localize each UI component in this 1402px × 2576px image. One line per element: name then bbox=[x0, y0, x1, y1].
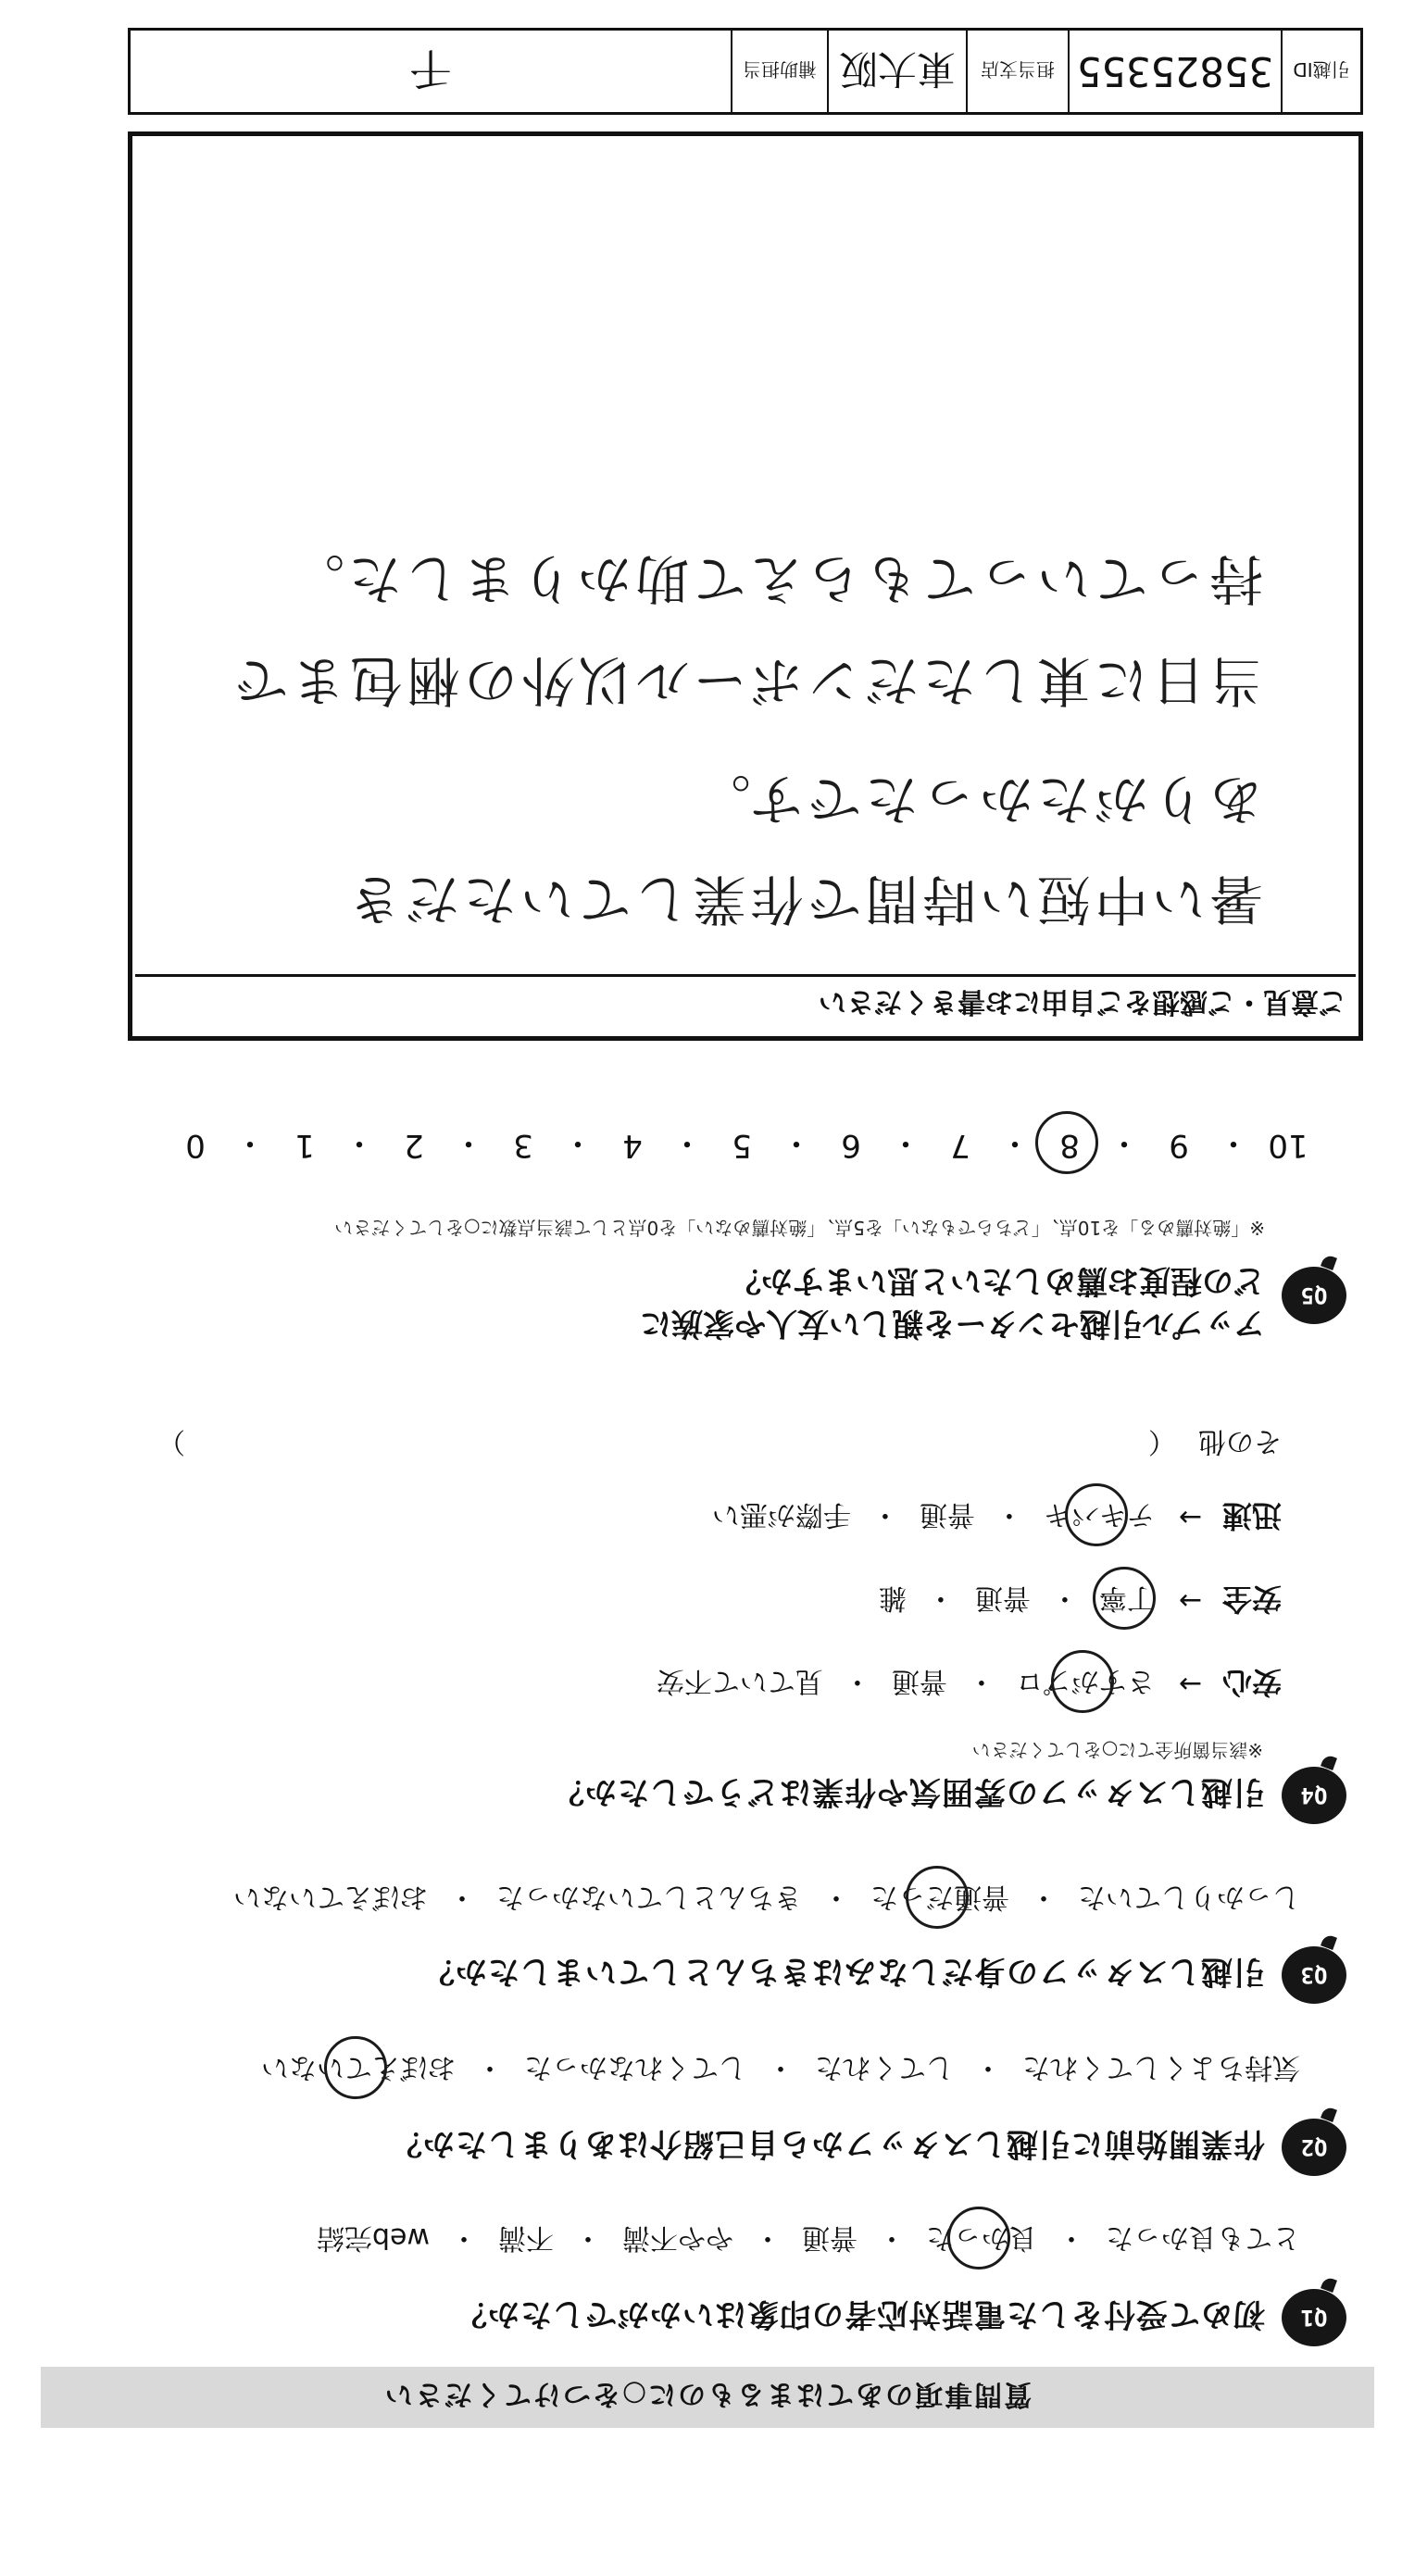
q4-note: ※該当箇所全てに○をしてください bbox=[971, 1739, 1263, 1761]
q2-question: 作業開始前に引越しスタッフから自己紹介はありましたか？ bbox=[390, 2125, 1265, 2163]
q4-other bbox=[78, 1424, 1282, 1465]
scale-option[interactable]: 9 bbox=[1169, 1127, 1189, 1165]
q3-header bbox=[422, 1946, 1346, 2004]
q3-badge-icon bbox=[1282, 1946, 1346, 2004]
id-value-cell bbox=[1068, 31, 1281, 112]
q1-option[interactable]: やや不満 bbox=[622, 2221, 733, 2254]
q5-badge-icon bbox=[1282, 1267, 1346, 1324]
q1-options: とても良かった ・ 良かった ・ 普通 ・ やや不満 ・ 不満 ・ web完結 bbox=[317, 2220, 1300, 2261]
q3-badge: Q3 bbox=[1300, 1962, 1328, 1988]
q1-badge: Q1 bbox=[1300, 2305, 1328, 2331]
q2-badge-icon bbox=[1282, 2119, 1346, 2176]
q1-badge-icon bbox=[1282, 2289, 1346, 2346]
branch-label-cell bbox=[966, 31, 1068, 112]
q4-row-anzen: 安全 → 丁寧 ・ 普通 ・ 雑 bbox=[879, 1580, 1282, 1622]
arrow-icon: → bbox=[1178, 1501, 1202, 1534]
q2-option[interactable]: してくれなかった bbox=[524, 2051, 746, 2083]
q4-option[interactable]: 手際が悪い bbox=[711, 1498, 851, 1531]
comment-heading: ご意見・ご感想をご自由にお書きください bbox=[819, 985, 1346, 1019]
id-label-cell bbox=[1281, 31, 1360, 112]
q4-option[interactable]: 雑 bbox=[878, 1582, 907, 1614]
q3-options: しっかりしていた ・ 普通だった ・ きちんとしていなかった ・ おぼえていない bbox=[233, 1880, 1300, 1920]
id-label: 引越ID bbox=[1293, 58, 1350, 81]
q5-question-line1: アップル引越センターを親しい友人や家族に bbox=[640, 1305, 1265, 1342]
q5-note: ※「絶対薦める」を10点、「どちらでもない」を5点、「絶対薦めない」を0点として該当点数に○をしてください bbox=[334, 1217, 1265, 1239]
q1-option[interactable]: 不満 bbox=[498, 2221, 554, 2254]
q3-question: 引越しスタッフの身だしなみはきちんとしていましたか？ bbox=[422, 1953, 1265, 1991]
q4-other-label: その他 bbox=[1198, 1425, 1282, 1457]
q4-question: 引越しスタッフの雰囲気や作業はどうでしたか？ bbox=[552, 1773, 1265, 1811]
q1-header bbox=[455, 2289, 1346, 2346]
arrow-icon: → bbox=[1178, 1668, 1202, 1701]
q4-option-selected[interactable]: テキパキ bbox=[1044, 1497, 1155, 1538]
q1-option[interactable]: とても良かった bbox=[1106, 2221, 1300, 2254]
arrow-icon: → bbox=[1178, 1584, 1202, 1618]
q3-option[interactable]: しっかりしていた bbox=[1078, 1881, 1300, 1913]
scale-option[interactable]: 2 bbox=[404, 1127, 424, 1165]
assist-label: 補助担当 bbox=[743, 58, 817, 81]
scale-option[interactable]: 4 bbox=[622, 1127, 643, 1165]
q5-badge: Q5 bbox=[1300, 1282, 1328, 1308]
q4-row-jinsoku: 迅速 → テキパキ ・ 普通 ・ 手際が悪い bbox=[712, 1496, 1282, 1539]
branch-value-cell bbox=[827, 31, 966, 112]
q4-option[interactable]: 見ていて不安 bbox=[656, 1665, 823, 1697]
instruction-banner bbox=[41, 2367, 1374, 2428]
comment-heading-row bbox=[135, 974, 1356, 1033]
comment-line: 当日に東しただンボール以外の梱包まで bbox=[231, 649, 1263, 712]
q4-row-label: 安心 bbox=[1221, 1665, 1282, 1700]
scale-option-selected[interactable]: 8 bbox=[1048, 1128, 1091, 1165]
q1-option[interactable]: web完結 bbox=[316, 2221, 430, 2254]
comment-line: 暑い中短い時間で作業していただき bbox=[344, 868, 1263, 931]
q4-header bbox=[552, 1767, 1346, 1824]
comment-line: 持っていってもらえて助かりました。 bbox=[286, 547, 1263, 610]
q5-question-line2: どの程度お薦めしたいと思いますか？ bbox=[730, 1262, 1265, 1299]
assist-value: 千 bbox=[409, 44, 452, 94]
q4-row-label: 迅速 bbox=[1221, 1498, 1282, 1533]
scale-option[interactable]: 10 bbox=[1268, 1127, 1308, 1165]
q1-question: 初めて受付をした電話対応者の印象はいかがでしたか？ bbox=[455, 2295, 1265, 2333]
comment-line: ありがたかったです。 bbox=[693, 768, 1263, 831]
q4-option-selected[interactable]: 丁寧 bbox=[1099, 1581, 1155, 1621]
assist-label-cell bbox=[731, 31, 827, 112]
q2-option[interactable]: してくれた bbox=[815, 2051, 954, 2083]
q3-option[interactable]: きちんとしていなかった bbox=[496, 1881, 802, 1913]
branch-value: 東大阪 bbox=[839, 46, 957, 92]
q5-scale: 10 ・ 9 ・ 8 ・ 7 ・ 6 ・ 5 ・ 4 ・ 3 ・ 2 ・ 1 ・ 0 bbox=[174, 1123, 1309, 1169]
scale-option[interactable]: 1 bbox=[294, 1127, 315, 1165]
scale-option[interactable]: 5 bbox=[732, 1127, 752, 1165]
q4-badge: Q4 bbox=[1300, 1782, 1328, 1808]
q4-option[interactable]: 普通 bbox=[974, 1582, 1031, 1614]
q2-options: 気持ちよくしてくれた ・ してくれた ・ してくれなかった ・ おぼえていない bbox=[261, 2050, 1300, 2091]
instruction-text: 質問事項のあてはまるものに○をつけてください bbox=[382, 2378, 1033, 2410]
q1-option-selected[interactable]: 良かった bbox=[926, 2220, 1037, 2261]
q4-other-close: ） bbox=[157, 1425, 185, 1457]
q4-option-selected[interactable]: さすがプロ bbox=[1016, 1664, 1155, 1705]
q5-header bbox=[640, 1259, 1346, 1344]
scale-option[interactable]: 6 bbox=[841, 1127, 861, 1165]
info-table bbox=[128, 28, 1363, 115]
q4-option[interactable]: 普通 bbox=[891, 1665, 947, 1697]
q3-option-selected[interactable]: 普通だった bbox=[870, 1880, 1009, 1920]
q2-option[interactable]: 気持ちよくしてくれた bbox=[1022, 2051, 1300, 2083]
q2-badge: Q2 bbox=[1300, 2134, 1328, 2160]
id-value: 35825355 bbox=[1077, 47, 1273, 95]
q4-other-open: （ bbox=[1148, 1425, 1176, 1457]
branch-label: 担当支店 bbox=[981, 58, 1055, 81]
q4-option[interactable]: 普通 bbox=[919, 1498, 975, 1531]
q3-option[interactable]: おぼえていない bbox=[233, 1881, 428, 1913]
q4-row-label: 安全 bbox=[1221, 1582, 1282, 1617]
q1-option[interactable]: 普通 bbox=[802, 2221, 857, 2254]
q4-row-anshin: 安心 → さすがプロ ・ 普通 ・ 見ていて不安 bbox=[657, 1663, 1282, 1706]
scale-option[interactable]: 7 bbox=[950, 1127, 970, 1165]
assist-value-cell bbox=[131, 31, 731, 112]
q2-option-selected[interactable]: おぼえていない bbox=[261, 2050, 456, 2091]
scale-option[interactable]: 0 bbox=[185, 1127, 206, 1165]
q4-badge-icon bbox=[1282, 1767, 1346, 1824]
q2-header bbox=[390, 2119, 1346, 2176]
scale-option[interactable]: 3 bbox=[513, 1127, 533, 1165]
